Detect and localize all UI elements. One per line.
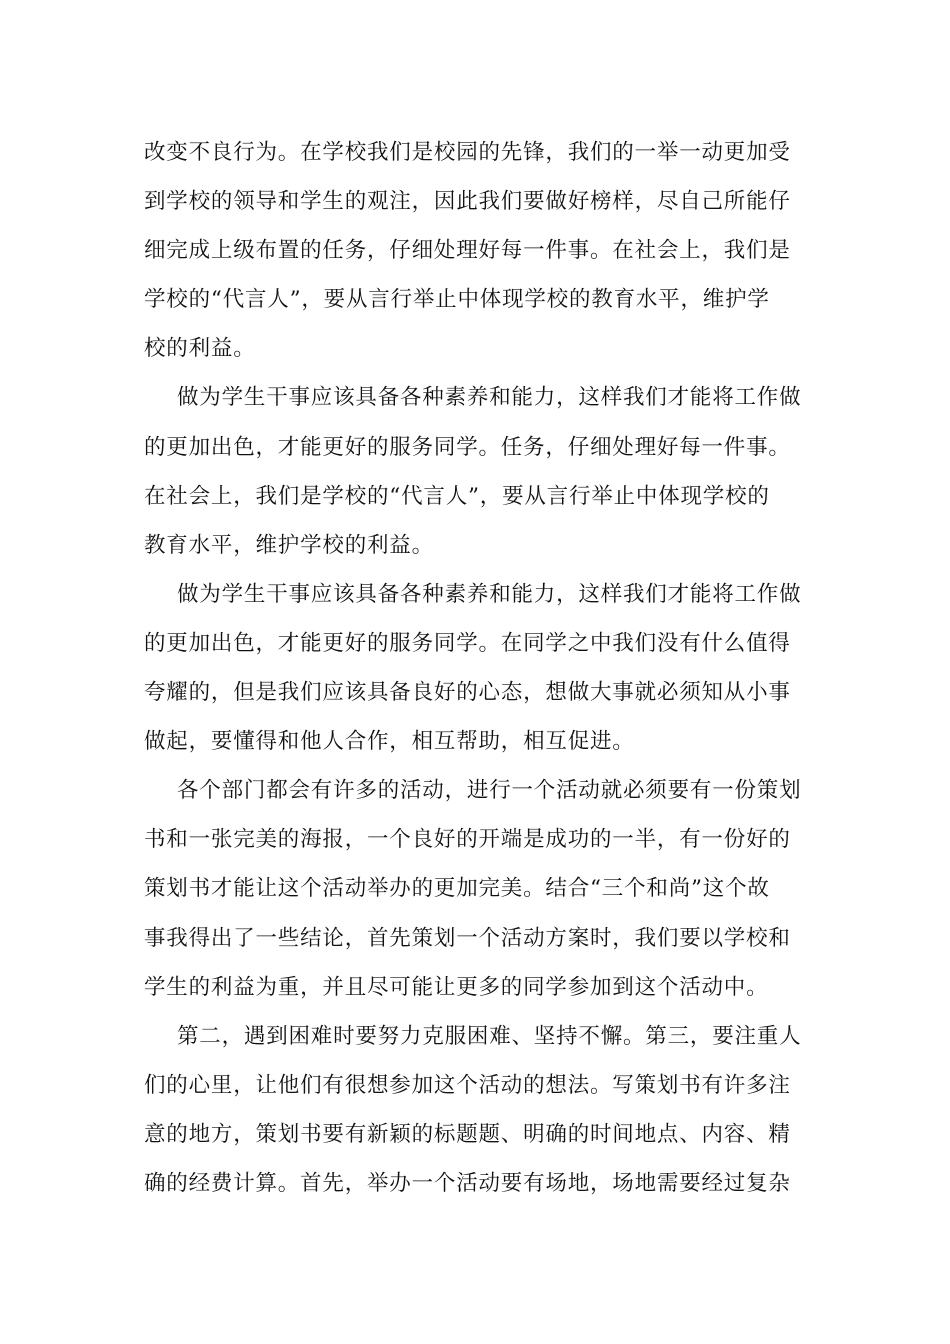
paragraph-2 xyxy=(144,373,808,569)
text-line: 校的利益。 xyxy=(144,336,256,362)
text-line: 们的心里，让他们有很想参加这个活动的想法。写策划书有许多注 xyxy=(144,1072,791,1098)
paragraph-5 xyxy=(144,1012,808,1208)
text-line: 做为学生干事应该具备各种素养和能力，这样我们才能将工作做 xyxy=(177,581,802,607)
paragraph-3 xyxy=(144,570,808,766)
paragraph-1 xyxy=(144,128,808,373)
text-line: 做为学生干事应该具备各种素养和能力，这样我们才能将工作做 xyxy=(177,385,802,411)
text-line: 确的经费计算。首先，举办一个活动要有场地，场地需要经过复杂 xyxy=(144,1170,791,1196)
text-line: 细完成上级布置的任务，仔细处理好每一件事。在社会上，我们是 xyxy=(144,238,791,264)
text-line: 各个部门都会有许多的活动，进行一个活动就必须要有一份策划 xyxy=(177,778,802,804)
text-line: 到学校的领导和学生的观注，因此我们要做好榜样，尽自己所能仔 xyxy=(144,189,791,215)
document-body xyxy=(144,128,808,1208)
text-line: 学校的“代言人”，要从言行举止中体现学校的教育水平，维护学 xyxy=(144,287,770,313)
text-line: 做起，要懂得和他人合作，相互帮助，相互促进。 xyxy=(144,729,635,755)
text-line: 的更加出色，才能更好的服务同学。在同学之中我们没有什么值得 xyxy=(144,630,791,656)
text-line: 学生的利益为重，并且尽可能让更多的同学参加到这个活动中。 xyxy=(144,974,769,1000)
paragraph-4 xyxy=(144,766,808,1011)
text-line: 在社会上，我们是学校的“代言人”，要从言行举止中体现学校的 xyxy=(144,483,770,509)
text-line: 教育水平，维护学校的利益。 xyxy=(144,532,434,558)
text-line: 改变不良行为。在学校我们是校园的先锋，我们的一举一动更加受 xyxy=(144,140,791,165)
text-line: 事我得出了一些结论，首先策划一个活动方案时，我们要以学校和 xyxy=(144,925,791,951)
text-line: 书和一张完美的海报，一个良好的开端是成功的一半，有一份好的 xyxy=(144,827,791,853)
text-line: 意的地方，策划书要有新颖的标题题、明确的时间地点、内容、精 xyxy=(144,1121,791,1147)
text-line: 第二，遇到困难时要努力克服困难、坚持不懈。第三，要注重人 xyxy=(177,1023,802,1049)
text-line: 夸耀的，但是我们应该具备良好的心态，想做大事就必须知从小事 xyxy=(144,680,791,706)
text-line: 的更加出色，才能更好的服务同学。任务，仔细处理好每一件事。 xyxy=(144,434,791,460)
text-line: 策划书才能让这个活动举办的更加完美。结合“三个和尚”这个故 xyxy=(144,876,770,902)
